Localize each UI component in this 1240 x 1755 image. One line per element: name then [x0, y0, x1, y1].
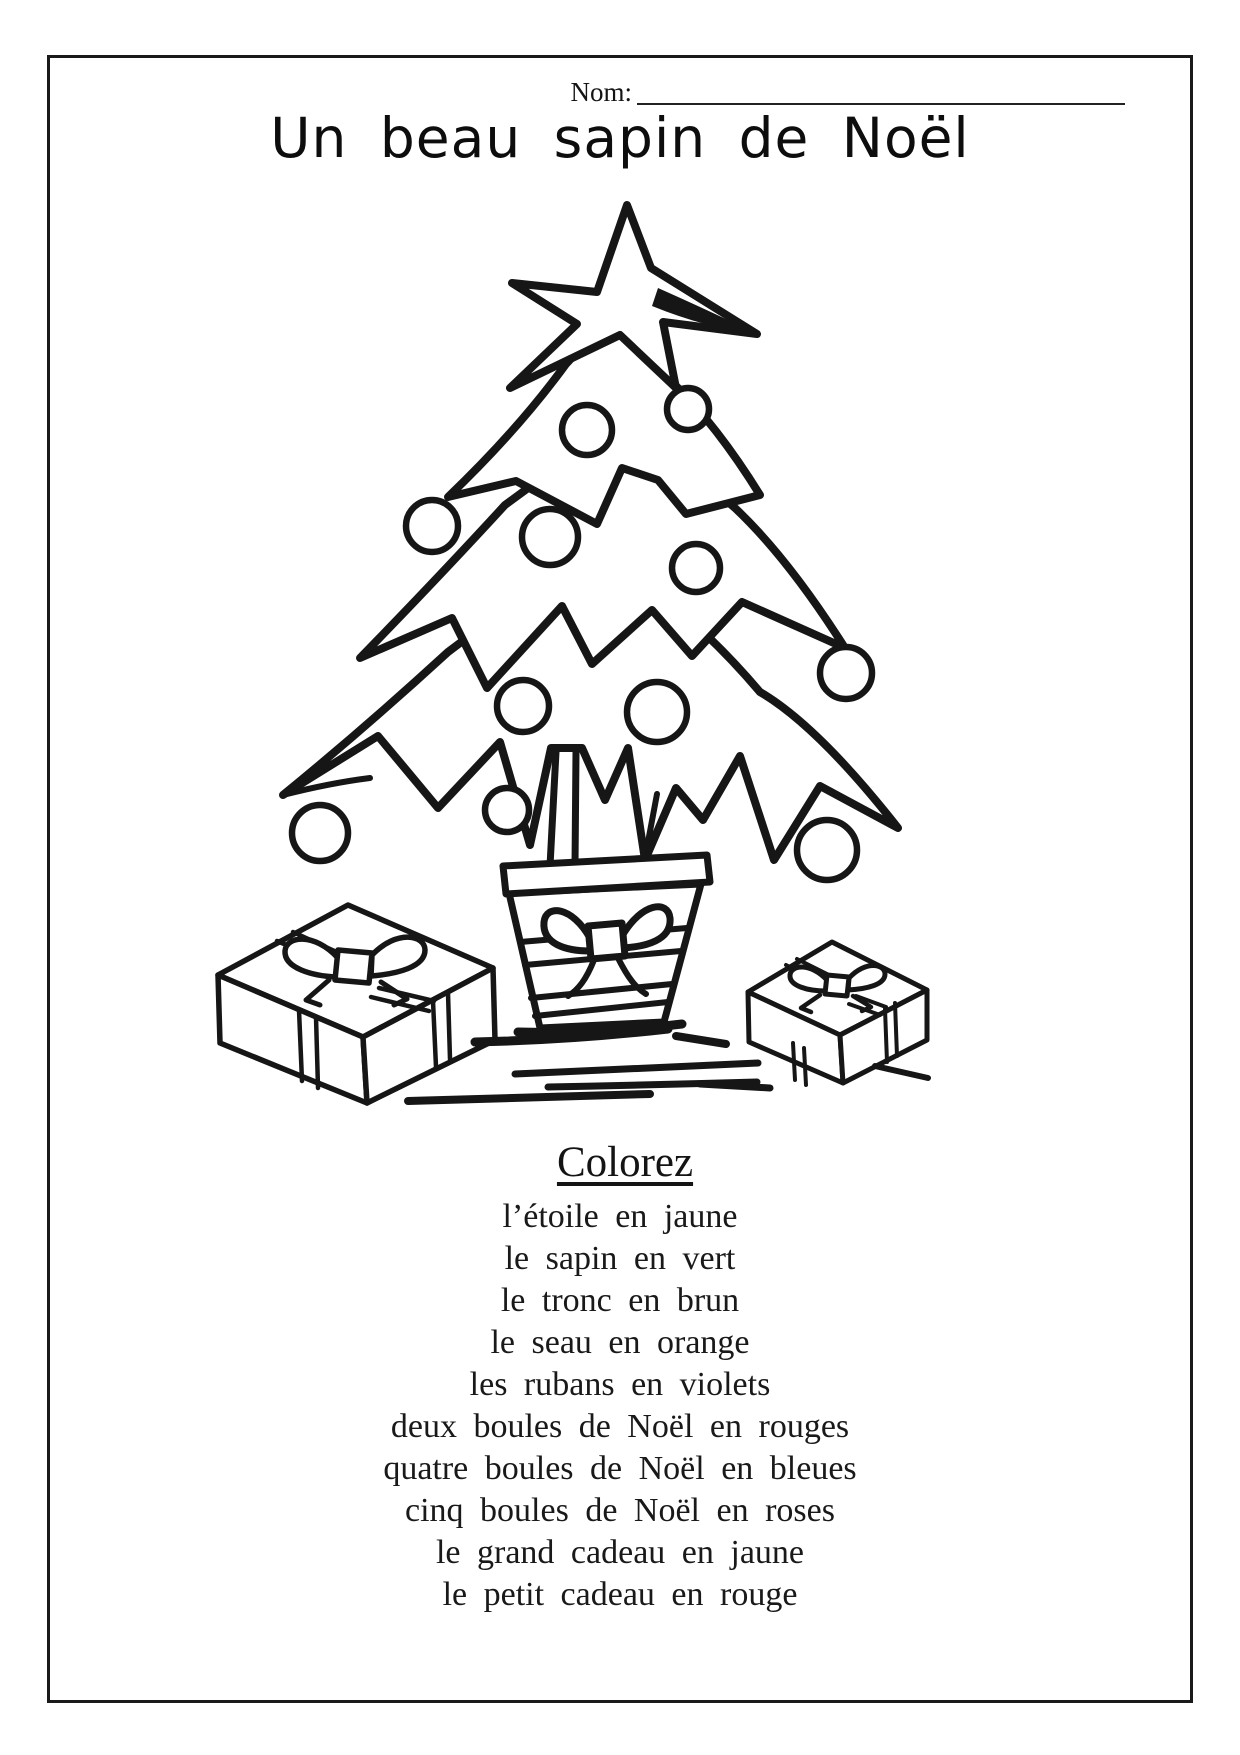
gift-small: [748, 942, 927, 1085]
ornament: [672, 544, 720, 592]
instruction-line: le grand cadeau en jaune: [435, 1534, 805, 1571]
ornament: [522, 509, 578, 565]
ornament: [667, 388, 709, 430]
ornament: [406, 500, 458, 552]
ornament: [562, 405, 612, 455]
instruction-line: le sapin en vert: [504, 1240, 736, 1277]
instruction-line: le tronc en brun: [500, 1282, 740, 1319]
page-title: Un beau sapin de Noël: [270, 106, 970, 170]
instruction-line: le petit cadeau en rouge: [442, 1576, 798, 1613]
name-label: Nom:: [570, 77, 632, 107]
bucket: [503, 855, 710, 1032]
instruction-list: [0, 1196, 1240, 1616]
ornament: [497, 680, 549, 732]
ornament: [485, 788, 529, 832]
instruction-line: cinq boules de Noël en roses: [405, 1492, 835, 1529]
instruction-line: deux boules de Noël en rouges: [390, 1408, 850, 1445]
instruction-line: le seau en orange: [490, 1324, 750, 1361]
colorez-heading: Colorez: [556, 1139, 694, 1186]
ornament: [292, 805, 348, 861]
instruction-line: quatre boules de Noël en bleues: [383, 1450, 857, 1487]
ornament: [820, 647, 872, 699]
ornament: [797, 820, 857, 880]
ornament: [627, 682, 687, 742]
gift-large: [218, 905, 495, 1103]
instruction-line: les rubans en violets: [469, 1366, 771, 1403]
instruction-line: l’étoile en jaune: [502, 1198, 738, 1235]
